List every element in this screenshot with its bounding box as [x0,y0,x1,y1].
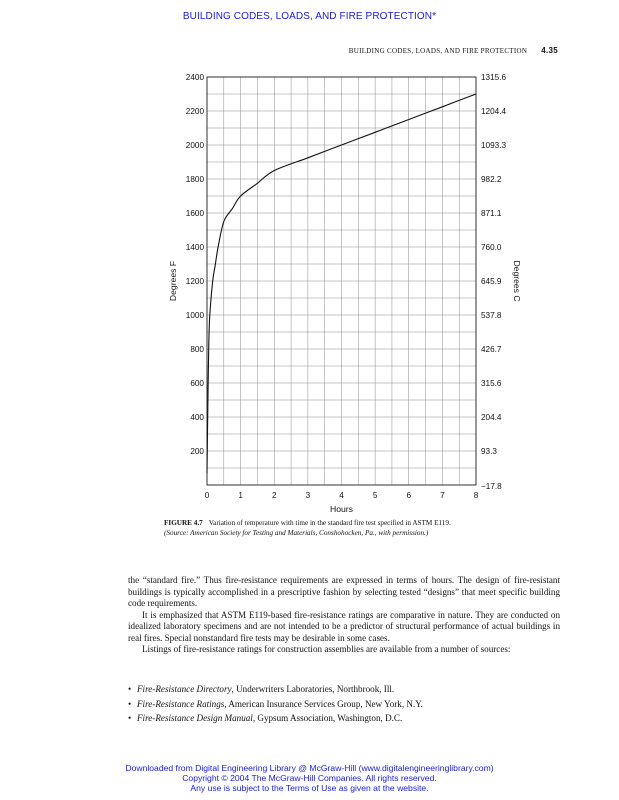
list-item-detail: , Gypsum Association, Washington, D.C. [252,713,403,723]
y-axis-title: Degrees F [168,260,178,302]
y-tick-label: 600 [190,379,204,388]
source-list [128,682,568,726]
x-axis-title: Hours [330,504,353,514]
footer-line-download[interactable]: Downloaded from Digital Engineering Library @ McGraw-Hill (www.digitalengineeringlibrary.com) [125,763,494,773]
y-tick-label: 1600 [185,209,204,218]
y2-tick-label: 1093.3 [481,141,507,150]
y-tick-label: 2400 [185,73,204,82]
download-banner: BUILDING CODES, LOADS, AND FIRE PROTECTION* [182,11,437,22]
list-item-detail: , Underwriters Laboratories, Northbrook, Ill. [231,684,395,694]
y-tick-label: 1000 [185,311,204,320]
y2-tick-label: 93.3 [481,447,497,456]
y2-axis-title: Degrees C [512,260,522,302]
x-tick-label: 7 [440,491,445,500]
list-item-title: Fire-Resistance Ratings [137,698,225,709]
figure-label: FIGURE 4.7 [164,519,203,527]
y-tick-label: 200 [190,447,204,456]
body-text [128,575,560,656]
page-number: 4.35 [541,46,558,55]
bullet-icon: • [128,713,132,723]
paragraph-2: It is emphasized that ASTM E119-based fire-resistance ratings are comparative in nature. They are conducted on idealized laboratory specimens and are not intended to be a predictor of structural performance of actual buildings in real fires. Special nonstandard fire tests may be desirable in some cases. [128,609,560,643]
list-item-detail: , American Insurance Services Group, New York, N.Y. [224,698,423,709]
y-tick-label: 2000 [185,141,204,150]
list-item [128,697,568,712]
figure-caption-text: Variation of temperature with time in the standard fire test specified in ASTM E119. [208,519,451,527]
y-tick-label: 1200 [185,277,204,286]
running-head-title: BUILDING CODES, LOADS, AND FIRE PROTECTION [348,47,528,55]
y2-tick-label: 315.6 [481,379,502,388]
x-tick-label: 5 [372,491,378,500]
y2-tick-label: 982.2 [481,175,502,184]
y-tick-label: 1400 [185,243,204,252]
x-tick-label: 2 [271,491,277,500]
y-tick-label: 400 [190,413,204,422]
y-tick-label: 800 [190,345,204,354]
x-tick-label: 0 [204,491,210,500]
y-tick-label: 2200 [185,107,204,116]
x-tick-label: 6 [406,491,412,500]
list-item [128,711,568,726]
bullet-icon: • [128,698,132,709]
y2-tick-label: 204.4 [481,413,502,422]
footer-line-terms[interactable]: Any use is subject to the Terms of Use as given at the website. [190,783,429,793]
figure-caption [164,518,564,538]
list-item-title: Fire-Resistance Directory [137,684,232,694]
y2-tick-label: 426.7 [481,345,502,354]
y2-tick-label: 645.9 [481,277,502,286]
x-tick-label: 3 [305,491,311,500]
download-footer [0,763,619,793]
x-tick-label: 1 [238,491,243,500]
figure-source: (Source: American Society for Testing and Materials, Conshohocken, Pa., with permission.) [164,529,429,537]
list-item [128,682,568,697]
x-tick-label: 8 [473,491,479,500]
paragraph-1: the “standard fire.” Thus fire-resistance requirements are expressed in terms of hours. The design of fire-resistant buildings is typically accomplished in a prescriptive fashion by selecting tested “designs” that meet specific building code requirements. [128,575,560,608]
list-item-title: Fire-Resistance Design Manual [137,713,253,723]
y2-tick-label: 1315.6 [481,73,507,82]
bullet-icon: • [128,684,132,694]
paragraph-3: Listings of fire-resistance ratings for construction assemblies are available from a number of sources: [142,644,511,654]
footer-line-copyright: Copyright © 2004 The McGraw-Hill Companies. All rights reserved. [182,773,437,783]
y2-tick-label: 760.0 [481,243,502,252]
y2-tick-label: 537.8 [481,311,502,320]
y2-tick-label: −17.8 [481,482,502,491]
y2-tick-label: 871.1 [481,209,502,218]
x-tick-label: 4 [339,491,344,500]
y2-tick-label: 1204.4 [481,107,507,116]
y-tick-label: 1800 [185,175,204,184]
